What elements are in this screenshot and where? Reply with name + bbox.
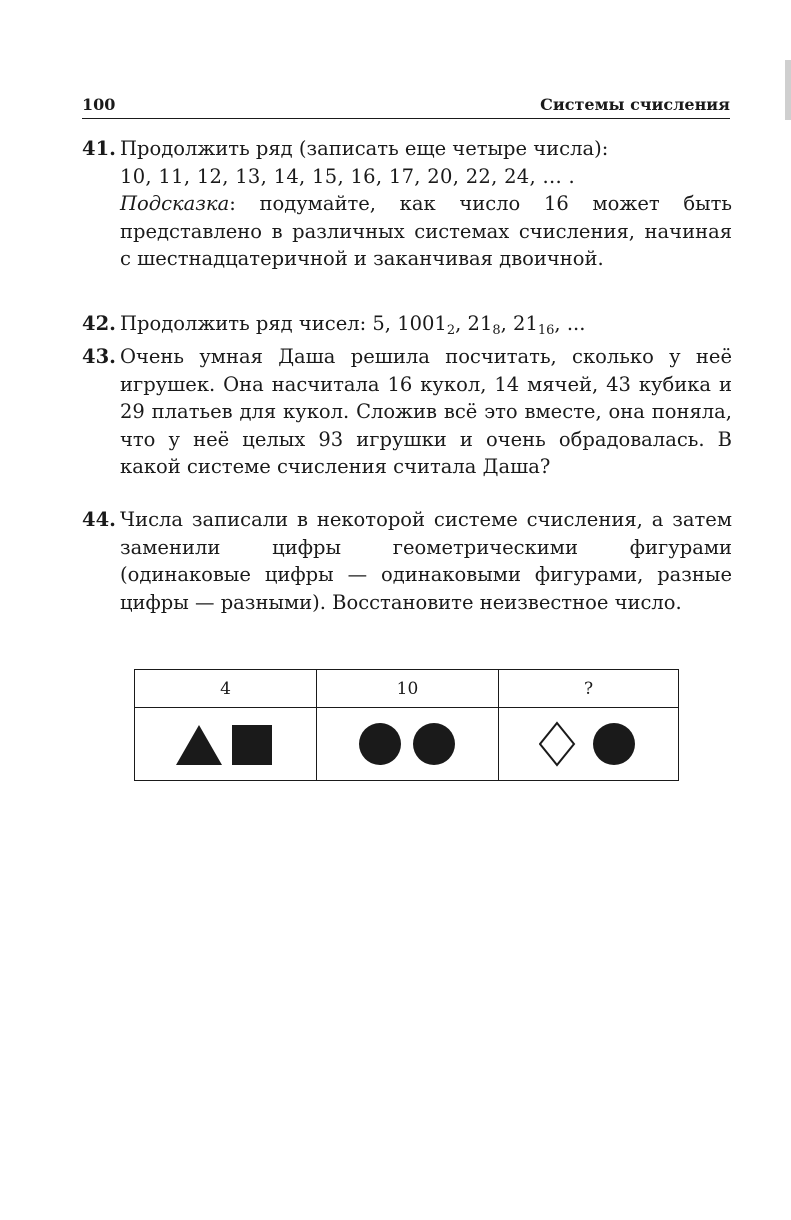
running-title: Системы счисления bbox=[540, 95, 730, 114]
exercise-hint bbox=[120, 190, 732, 273]
exercise-44 bbox=[82, 506, 732, 616]
series-term bbox=[397, 312, 468, 338]
exercise-number: 43. bbox=[82, 345, 116, 368]
number-series: 10, 11, 12, 13, 14, 15, 16, 17, 20, 22, 24, ... . bbox=[120, 164, 576, 188]
hint-text: : подумайте, как число 16 может быть представлено в различных системах счисления, начиная с шестнадцатеричной и заканчивая двоичной. bbox=[120, 192, 732, 270]
shape-cell bbox=[317, 708, 499, 780]
term-value: 21 bbox=[467, 312, 493, 335]
table-header-cell: 4 bbox=[135, 670, 317, 708]
table-header-cell: 10 bbox=[317, 670, 499, 708]
exercise-number: 41. bbox=[82, 137, 116, 160]
shape-cell bbox=[135, 708, 317, 780]
exercise-number: 42. bbox=[82, 312, 116, 335]
table-header-cell: ? bbox=[499, 670, 678, 708]
series-term bbox=[513, 312, 586, 338]
term-base: 2 bbox=[446, 323, 456, 338]
page-header bbox=[82, 95, 730, 117]
term-base: 8 bbox=[492, 323, 501, 338]
term-separator: , ... bbox=[554, 312, 586, 335]
exercise-text: Числа записали в некоторой системе счисления, а затем заменили цифры геометрическими фигурами (одинаковые цифры — одинаковыми фигурами, разные цифры — разными). Восстановите неизвестное число. bbox=[120, 508, 732, 614]
triangle-icon bbox=[176, 725, 222, 765]
page-number: 100 bbox=[82, 95, 116, 114]
term-base: 16 bbox=[537, 323, 555, 338]
exercise-task bbox=[120, 310, 732, 338]
exercise-number: 44. bbox=[82, 508, 116, 531]
term-value: 21 bbox=[513, 312, 538, 335]
exercise-43 bbox=[82, 343, 732, 481]
header-rule bbox=[82, 118, 730, 119]
exercise-42 bbox=[82, 310, 732, 338]
diamond-outline-icon bbox=[540, 723, 574, 765]
circle-icon bbox=[413, 723, 455, 765]
series-term bbox=[467, 312, 514, 338]
shape-cell bbox=[499, 708, 678, 780]
circle-icon bbox=[359, 723, 401, 765]
hint-label: Подсказка bbox=[120, 192, 230, 215]
square-icon bbox=[232, 725, 272, 765]
term-separator: , bbox=[455, 312, 468, 335]
exercise-text: Очень умная Даша решила посчитать, сколько у неё игрушек. Она насчитала 16 кукол, 14 мячей, 43 кубика и 29 платьев для кукол. Сложив всё это вместе, она поняла, что у неё целых 93 игрушки и очень обрадовалась. В какой системе счисления считала Даша? bbox=[120, 345, 732, 478]
page-edge-marker bbox=[785, 60, 791, 120]
term-separator: , bbox=[500, 312, 514, 335]
term-value: 1001 bbox=[397, 312, 447, 335]
circle-icon bbox=[593, 723, 635, 765]
shape-group bbox=[176, 721, 276, 767]
exercise-41 bbox=[82, 135, 732, 273]
shape-group bbox=[358, 721, 458, 767]
task-text: Продолжить ряд чисел: 5, bbox=[120, 312, 398, 335]
figure-table bbox=[134, 669, 679, 781]
exercise-task: Продолжить ряд (записать еще четыре числа): bbox=[120, 137, 609, 160]
shape-group bbox=[539, 721, 639, 767]
